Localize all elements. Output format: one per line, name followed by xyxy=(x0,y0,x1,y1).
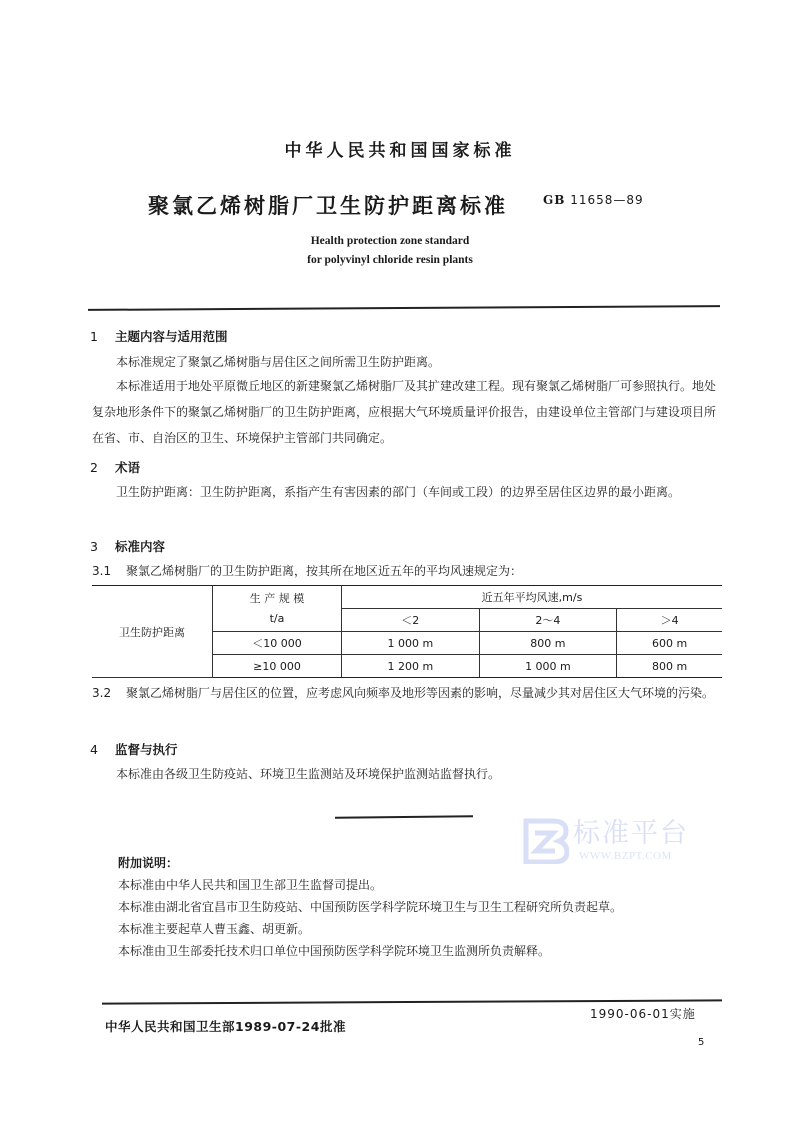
section-title: 主题内容与适用范围 xyxy=(115,329,228,344)
clause-3-1 xyxy=(92,558,720,584)
notes-line: 本标准由卫生部委托技术归口单位中国预防医学科学院环境卫生监测所负责解释。 xyxy=(118,944,551,958)
clause-text: 聚氯乙烯树脂厂的卫生防护距离，按其所在地区近五年的平均风速规定为： xyxy=(126,564,523,578)
section-title: 监督与执行 xyxy=(115,742,178,757)
wind-col-header: 2～4 xyxy=(479,609,617,632)
standard-code-prefix: GB xyxy=(543,193,566,207)
section-1-para-2: 本标准适用于地处平原微丘地区的新建聚氯乙烯树脂厂及其扩建改建工程。现有聚氯乙烯树脂厂可参照执行。地处复杂地形条件下的聚氯乙烯树脂厂的卫生防护距离，应根据大气环境质量评价报告，由建设单位主管部门与建设项目所在省、市、自治区的卫生、环境保护主管部门共同确定。 xyxy=(92,379,717,445)
end-divider xyxy=(335,815,473,818)
watermark-url: WWW.BZPT.COM xyxy=(579,850,672,862)
page-number: 5 xyxy=(698,1037,705,1048)
scale-header-cell xyxy=(213,586,342,632)
section-2-para-1: 卫生防护距离：卫生防护距离，系指产生有害因素的部门（车间或工段）的边界至居住区边界的最小距离。 xyxy=(116,485,681,499)
standard-code-number: 11658—89 xyxy=(570,193,644,207)
section-4-heading xyxy=(90,740,178,758)
distance-cell: 800 m xyxy=(617,655,722,678)
clause-number: 3.1 xyxy=(92,564,112,578)
clause-3-2 xyxy=(92,680,720,706)
watermark-text: 标准平台 xyxy=(573,818,689,849)
clause-number: 3.2 xyxy=(92,686,112,700)
notes-section xyxy=(118,852,622,962)
scale-cell: ≥10 000 xyxy=(213,655,342,678)
scale-header: 生 产 规 模 xyxy=(249,591,305,605)
protection-distance-table xyxy=(92,585,722,678)
section-2-heading xyxy=(90,458,140,476)
section-title: 标准内容 xyxy=(115,539,166,554)
section-3-heading xyxy=(90,537,165,555)
document-title: 聚氯乙烯树脂厂卫生防护距离标准 xyxy=(148,194,508,218)
section-number: 4 xyxy=(90,742,98,757)
section-number: 2 xyxy=(90,460,98,475)
header-divider xyxy=(88,305,720,310)
wind-col-header: ＜2 xyxy=(342,609,480,632)
section-number: 3 xyxy=(90,539,98,554)
distance-cell: 1 000 m xyxy=(342,632,480,655)
wind-speed-header: 近五年平均风速,m/s xyxy=(342,586,723,609)
clause-text: 聚氯乙烯树脂厂与居住区的位置，应考虑风向频率及地形等因素的影响，尽量减少其对居住区大气环境的污染。 xyxy=(126,686,715,700)
scale-unit: t/a xyxy=(269,611,285,625)
section-1-para-1: 本标准规定了聚氯乙烯树脂与居住区之间所需卫生防护距离。 xyxy=(116,355,441,369)
distance-cell: 800 m xyxy=(479,632,617,655)
standard-code xyxy=(543,193,644,207)
implementation-date: 1990-06-01实施 xyxy=(590,1007,696,1021)
national-standard-heading: 中华人民共和国国家标准 xyxy=(284,141,516,161)
english-title-line-1: Health protection zone standard xyxy=(310,235,470,247)
section-number: 1 xyxy=(90,329,98,344)
section-4-para-1: 本标准由各级卫生防疫站、环境卫生监测站及环境保护监测站监督执行。 xyxy=(116,767,501,781)
notes-title: 附加说明： xyxy=(118,856,179,870)
notes-line: 本标准主要起草人曹玉鑫、胡更新。 xyxy=(118,922,311,936)
distance-cell: 1 000 m xyxy=(479,655,617,678)
english-title-line-2: for polyvinyl chloride resin plants xyxy=(307,254,473,266)
notes-line: 本标准由中华人民共和国卫生部卫生监督司提出。 xyxy=(118,878,383,892)
row-label: 卫生防护距离 xyxy=(119,625,185,639)
section-1-heading xyxy=(90,327,228,345)
distance-cell: 1 200 m xyxy=(342,655,480,678)
approval-date: 中华人民共和国卫生部1989-07-24批准 xyxy=(105,1019,346,1034)
footer-divider xyxy=(102,999,722,1004)
row-label-cell xyxy=(92,586,213,678)
wind-col-header: ＞4 xyxy=(617,609,722,632)
scale-cell: ＜10 000 xyxy=(213,632,342,655)
section-title: 术语 xyxy=(115,460,141,475)
distance-cell: 600 m xyxy=(617,632,722,655)
notes-line: 本标准由湖北省宜昌市卫生防疫站、中国预防医学科学院环境卫生与卫生工程研究所负责起草。 xyxy=(118,900,623,914)
